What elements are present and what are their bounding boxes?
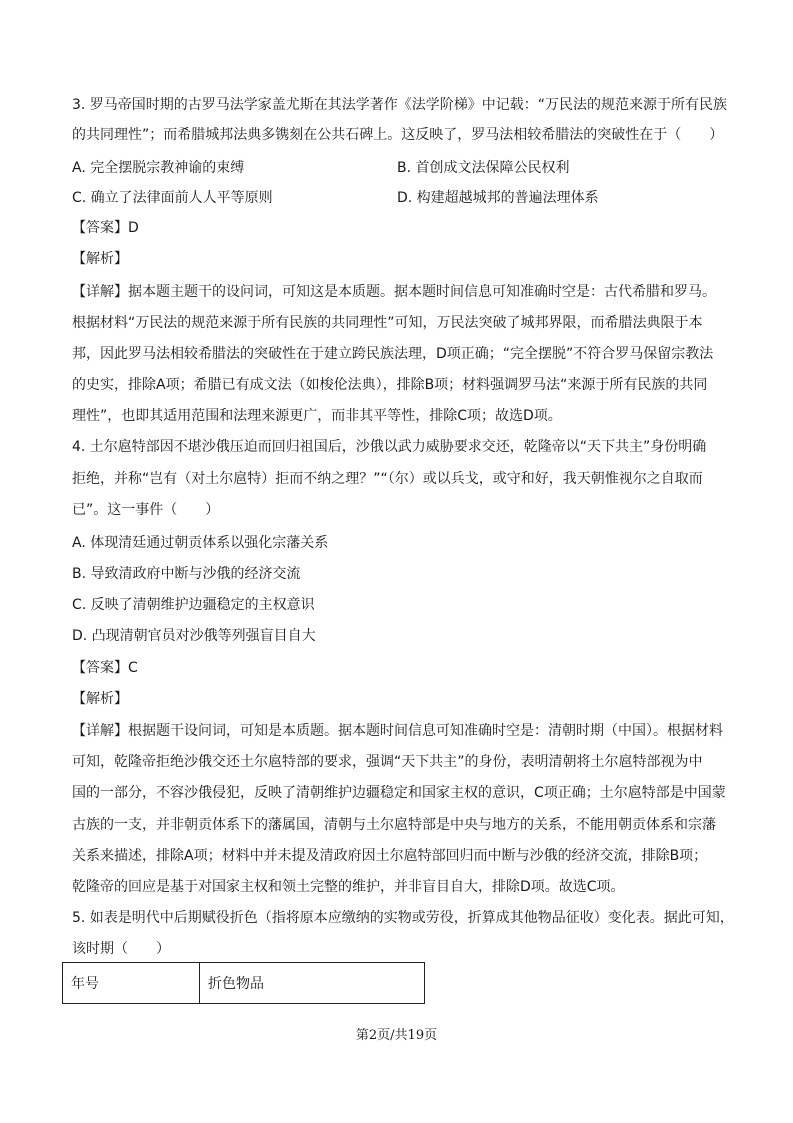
q4-detail-line-4: 古族的一支，并非朝贡体系下的藩属国，清朝与土尔扈特部是中央与地方的关系，不能用朝贡体系和宗藩: [72, 817, 716, 833]
q4-option-c: C. 反映了清朝维护边疆稳定的主权意识: [72, 597, 315, 613]
page-footer: 第2页/共19页: [355, 1028, 438, 1043]
q4-detail-line-3: 国的一部分，不容沙俄侵犯，反映了清朝维护边疆稳定和国家主权的意识，C项正确；土尔扈特部是中国蒙: [72, 785, 726, 801]
q3-option-a: A. 完全摆脱宗教神谕的束缚: [72, 160, 245, 176]
q4-option-d: D. 凸现清朝官员对沙俄等列强盲目自大: [72, 628, 316, 644]
q4-detail-line-5: 关系来描述，排除A项；材料中并未提及清政府因土尔扈特部回归而中断与沙俄的经济交流，排除B项；: [72, 848, 708, 864]
q3-option-b: B. 首创成文法保障公民权利: [397, 160, 570, 176]
q3-detail-line-4: 的史实，排除A项；希腊已有成文法（如梭伦法典），排除B项；材料强调罗马法“来源于所有民族的共同: [72, 377, 708, 393]
q4-option-a: A. 体现清廷通过朝贡体系以强化宗藩关系: [72, 535, 329, 551]
q4-detail-line-1: 【详解】根据题干设问词，可知是本质题。据本题时间信息可知准确时空是：清朝时期（中国）。根据材料: [72, 723, 723, 739]
q3-detail-line-2: 根据材料“万民法的规范来源于所有民族的共同理性”可知，万民法突破了城邦界限，而希腊法典限于本: [72, 315, 703, 331]
q3-detail-line-5: 理性”，也即其适用范围和法理来源更广，而非其平等性，排除C项；故选D项。: [72, 408, 562, 424]
q5-stem-line-2: 该时期（ ）: [72, 941, 170, 957]
q4-stem-line-3: 已”。这一事件（ ）: [72, 502, 220, 518]
q3-analysis-label: 【解析】: [72, 251, 128, 267]
q3-stem-line-1: 3. 罗马帝国时期的古罗马法学家盖尤斯在其法学著作《法学阶梯》中记载：“万民法的规范来源于所有民族: [72, 97, 728, 113]
q3-option-d: D. 构建超越城邦的普遍法理体系: [397, 190, 599, 206]
q4-detail-line-6: 乾隆帝的回应是基于对国家主权和领土完整的维护，并非盲目自大，排除D项。故选C项。: [72, 879, 625, 895]
q3-detail-line-1: 【详解】据本题主题干的设问词，可知这是本质题。据本题时间信息可知准确时空是：古代希腊和罗马。: [72, 284, 716, 300]
table-header-items: 折色物品: [200, 963, 425, 1004]
q3-stem-line-2: 的共同理性”；而希腊城邦法典多镌刻在公共石碑上。这反映了，罗马法相较希腊法的突破性在于（ ）: [72, 127, 724, 143]
q5-table: [62, 962, 425, 1004]
q4-stem-line-2: 拒绝，并称“岂有（对土尔扈特）拒而不纳之理？”“（尔）或以兵戈，或守和好，我天朝惟视尔之自取而: [72, 471, 703, 487]
table-row: [63, 963, 425, 1004]
q3-option-c: C. 确立了法律面前人人平等原则: [72, 190, 273, 206]
q4-analysis-label: 【解析】: [72, 691, 128, 707]
q4-detail-line-2: 可知，乾隆帝拒绝沙俄交还土尔扈特部的要求，强调“天下共主”的身份，表明清朝将土尔扈特部视为中: [72, 754, 703, 770]
q3-detail-line-3: 邦，因此罗马法相较希腊法的突破性在于建立跨民族法理，D项正确；“完全摆脱”不符合罗马保留宗教法: [72, 346, 714, 362]
q4-answer: 【答案】C: [72, 660, 138, 676]
table-header-year: 年号: [63, 963, 200, 1004]
q3-answer: 【答案】D: [72, 220, 139, 236]
q5-stem-line-1: 5. 如表是明代中后期赋役折色（指将原本应缴纳的实物或劳役，折算成其他物品征收）变化表。据此可知，: [72, 910, 734, 926]
q4-option-b: B. 导致清政府中断与沙俄的经济交流: [72, 566, 301, 582]
q4-stem-line-1: 4. 土尔扈特部因不堪沙俄压迫而回归祖国后，沙俄以武力威胁要求交还，乾隆帝以“天下共主”身份明确: [72, 439, 707, 455]
